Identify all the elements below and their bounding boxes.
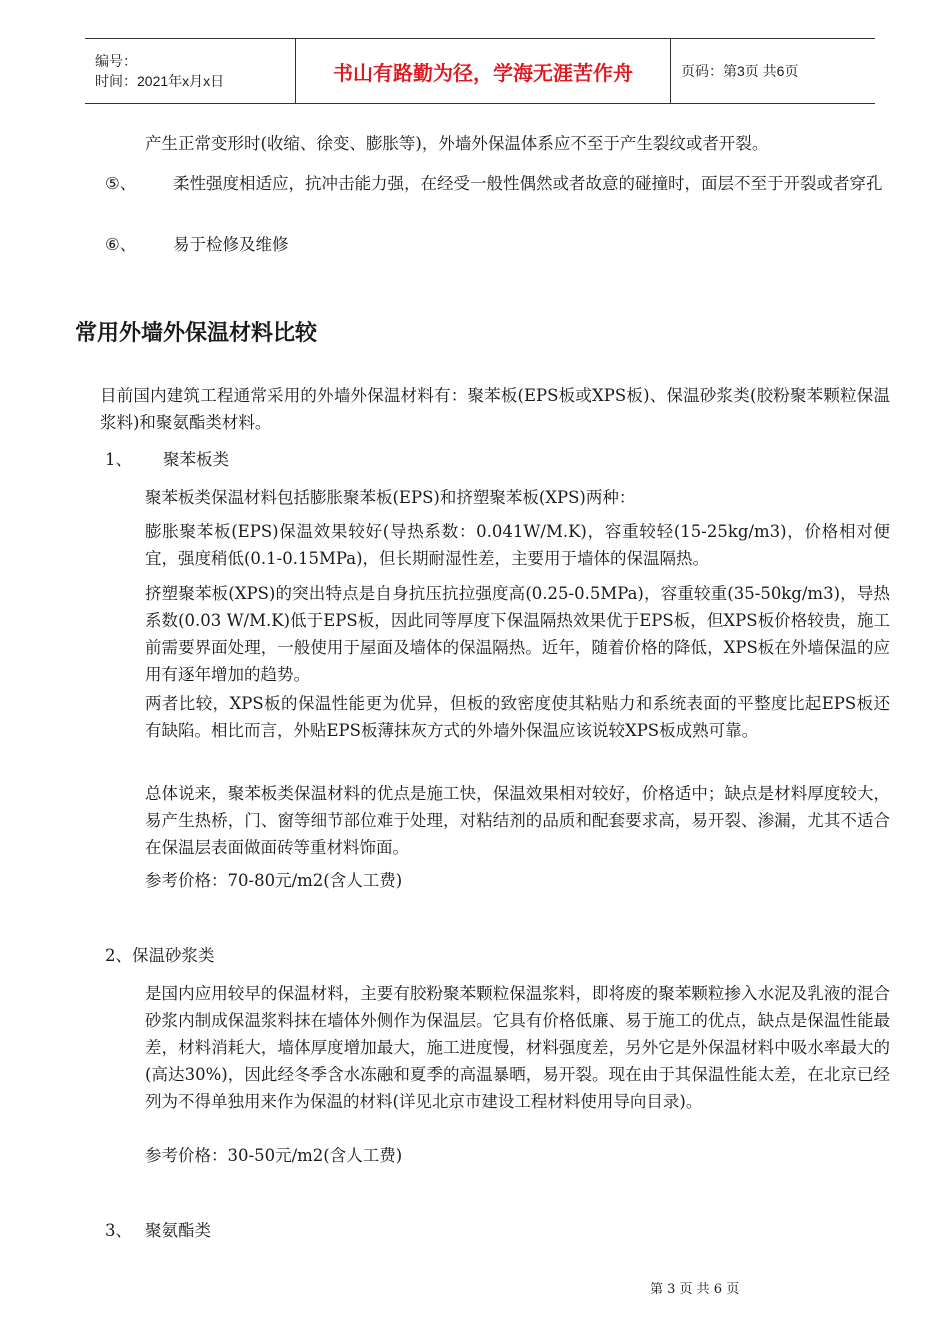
page-header [85, 38, 875, 104]
section-1-paragraph-4: 两者比较，XPS板的保温性能更为优异，但板的致密度使其粘贴力和系统表面的平整度比起EPS板还有缺陷。相比而言，外贴EPS板薄抹灰方式的外墙外保温应该说较XPS板成熟可靠。 [145, 694, 890, 740]
section-1-paragraph-2: 膨胀聚苯板(EPS)保温效果较好(导热系数：0.041W/M.K)，容重较轻(15-25kg/m3)，价格相对便宜，强度稍低(0.1-0.15MPa)，但长期耐湿性差，主要用于墙体的保温隔热。 [145, 522, 890, 568]
item-6-text: 易于检修及维修 [173, 235, 289, 254]
section-1-price: 参考价格：70-80元/m2(含人工费) [145, 871, 403, 890]
section-3-title: 聚氨酯类 [145, 1221, 211, 1240]
section-1-number: 1、 [105, 450, 132, 469]
header-page-info: 页码：第3页 共6页 [671, 39, 876, 104]
item-5-number: ⑤、 [105, 174, 137, 193]
section-2-price: 参考价格：30-50元/m2(含人工费) [145, 1146, 403, 1165]
section-2-title: 2、保温砂浆类 [105, 946, 215, 965]
page-footer: 第 3 页 共 6 页 [650, 1282, 740, 1297]
section-1-paragraph-3: 挤塑聚苯板(XPS)的突出特点是自身抗压抗拉强度高(0.25-0.5MPa)，容重较重(35-50kg/m3)，导热系数(0.03 W/M.K)低于EPS板，因此同等厚度下保温隔热效果优于EPS板，但XPS板价格较贵，施工前需要界面处理，一般使用于屋面及墙体的保温隔热。近年，随着价格的降低，XPS板在外墙保温的应用有逐年增加的趋势。 [145, 584, 890, 684]
header-motto: 书山有路勤为径，学海无涯苦作舟 [296, 39, 671, 104]
section-3-number: 3、 [105, 1221, 132, 1240]
header-meta [85, 39, 296, 104]
section-1-paragraph-1: 聚苯板类保温材料包括膨胀聚苯板(EPS)和挤塑聚苯板(XPS)两种： [145, 488, 636, 507]
section-2-paragraph: 是国内应用较早的保温材料，主要有胶粉聚苯颗粒保温浆料，即将废的聚苯颗粒掺入水泥及乳液的混合砂浆内制成保温浆料抹在墙体外侧作为保温层。它具有价格低廉、易于施工的优点，缺点是保温性能最差，材料消耗大，墙体厚度增加最大，施工进度慢，材料强度差，另外它是外保温材料中吸水率最大的(高达30%)，因此经冬季含水冻融和夏季的高温暴晒，易开裂。现在由于其保温性能太差，在北京已经列为不得单独用来作为保温的材料(详见北京市建设工程材料使用导向目录)。 [145, 984, 890, 1111]
serial-label: 编号： [95, 53, 137, 69]
item-5-text: 柔性强度相适应，抗冲击能力强，在经受一般性偶然或者故意的碰撞时，面层不至于开裂或者穿孔 [173, 174, 883, 193]
section-title: 常用外墙外保温材料比较 [75, 321, 318, 346]
date-line: 时间：2021年x月x日 [95, 73, 225, 89]
section-1-paragraph-5: 总体说来，聚苯板类保温材料的优点是施工快，保温效果相对较好，价格适中；缺点是材料厚度较大，易产生热桥，门、窗等细节部位难于处理，对粘结剂的品质和配套要求高，易开裂、渗漏，尤其不适合在保温层表面做面砖等重材料饰面。 [145, 784, 890, 857]
item-6-number: ⑥、 [105, 235, 137, 254]
section-1-title: 聚苯板类 [163, 450, 229, 469]
intro-paragraph: 目前国内建筑工程通常采用的外墙外保温材料有：聚苯板(EPS板或XPS板)、保温砂浆类(胶粉聚苯颗粒保温浆料)和聚氨酯类材料。 [100, 386, 890, 432]
continued-line: 产生正常变形时(收缩、徐变、膨胀等)，外墙外保温体系应不至于产生裂纹或者开裂。 [145, 134, 769, 153]
